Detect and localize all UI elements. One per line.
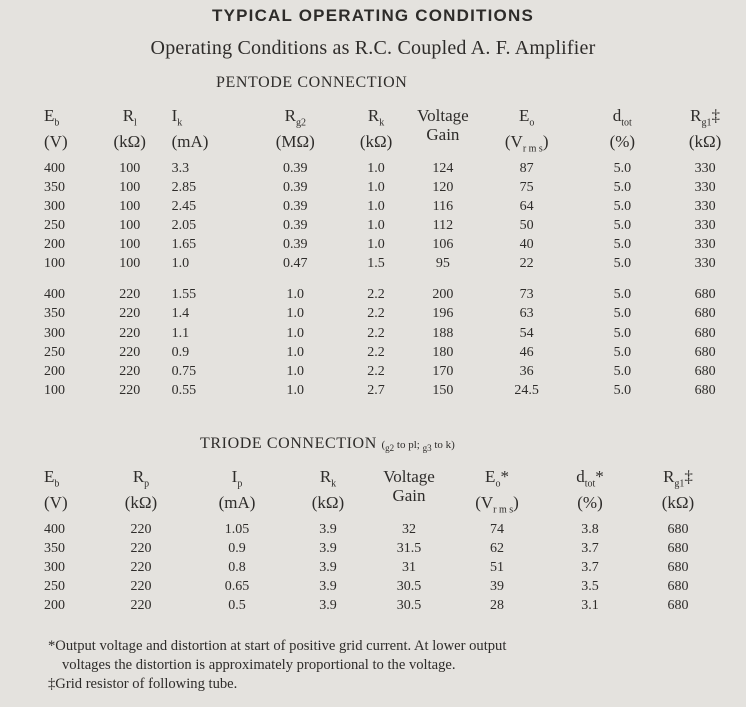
table-cell: 220 [130,559,152,575]
table-cell: 2.7 [367,382,385,398]
table-cell: 188 [432,325,454,341]
column-unit [339,132,413,151]
table-cell: 3.5 [581,579,599,595]
table-cell: 0.39 [283,179,308,195]
table-cell: 5.0 [613,179,632,195]
table-cell: 200 [44,598,65,614]
table-row [44,285,746,304]
column-header [286,467,370,520]
unit-sub: r m s [493,504,514,516]
table-cell: 1.0 [367,198,385,214]
symbol-mark: * [500,467,509,486]
column-unit [286,493,370,512]
table-cell: 1.0 [367,179,385,195]
gap-cell [44,273,746,285]
table-cell: 300 [44,559,65,575]
symbol-sub: g1 [701,117,712,129]
unit-text: (kΩ) [359,132,393,152]
table-cell: 400 [44,160,65,176]
table-cell: 300 [44,325,65,341]
symbol-sub: p [237,478,243,490]
symbol-main: E [44,467,55,486]
unit-text: Gain [426,125,460,144]
pentode-heading: PENTODE CONNECTION [216,74,408,91]
table-row [44,304,746,323]
triode-heading [200,435,455,453]
table-cell: 220 [119,382,141,398]
symbol-sub: k [177,117,183,129]
column-symbol [448,467,546,493]
table-cell: 106 [432,237,454,253]
footnote-asterisk: *Output voltage and distortion at start of positive grid current. At lower output [48,638,507,654]
table-cell: 0.39 [283,160,308,176]
table-cell: 1.0 [367,237,385,253]
table-cell: 54 [519,325,534,341]
column-header [413,106,473,159]
column-unit [580,132,664,151]
table-cell: 31 [402,559,416,575]
table-cell: 3.9 [319,540,337,556]
table-cell: 3.3 [171,160,190,176]
table-cell: 1.5 [367,256,385,272]
table-cell: 680 [667,579,689,595]
table-cell: 0.55 [171,382,197,398]
symbol-sub: b [54,478,60,490]
column-unit [664,132,746,151]
table-cell: 2.05 [171,218,197,234]
table-cell: 2.2 [367,325,385,341]
group-gap [44,273,746,285]
column-header [44,467,94,520]
table-cell: 0.75 [171,363,197,379]
table-cell: 100 [119,160,141,176]
table-row [44,362,746,381]
table-cell: 5.0 [613,160,632,176]
unit-text: (kΩ) [661,493,695,513]
table-cell: 5.0 [613,306,632,322]
table-cell: 2.85 [171,179,197,195]
table-row [44,596,722,615]
footnote-asterisk-cont: voltages the distortion is approximately proportional to the voltage. [62,657,456,673]
table-cell: 680 [694,363,716,379]
unit-text: (kΩ) [124,493,158,513]
table-cell: 5.0 [613,256,632,272]
table-cell: 3.7 [581,559,599,575]
unit-text: (kΩ) [113,132,146,152]
table-row [44,381,746,400]
column-unit [634,493,722,512]
column-symbol [94,467,188,493]
column-header [44,106,88,159]
table-cell: 5.0 [613,287,632,303]
symbol-sub: tot [621,117,632,129]
table-cell: 1.0 [286,344,305,360]
table-cell: 330 [694,179,716,195]
table-cell: 5.0 [613,325,632,341]
symbol-main: R [122,106,135,125]
symbol-main: Voltage [417,106,469,125]
table-cell: 1.55 [171,287,197,303]
table-cell: 220 [119,344,141,360]
column-unit [413,125,473,144]
page-subtitle: Operating Conditions as R.C. Coupled A. F. Amplifier [150,37,596,59]
column-unit [88,132,172,151]
table-cell: 1.4 [171,306,190,322]
table-cell: 116 [432,198,454,214]
table-row [44,159,746,178]
table-cell: 200 [44,237,65,253]
column-header [88,106,172,159]
unit-sub: r m s [522,143,543,155]
table-cell: 400 [44,521,65,537]
table-row [44,577,722,596]
table-cell: 0.39 [283,198,308,214]
table-cell: 5.0 [613,237,632,253]
column-unit [44,493,94,512]
symbol-main: E [44,106,55,125]
table-cell: 220 [130,598,152,614]
table-cell: 3.7 [581,540,599,556]
unit-end: ) [542,132,549,152]
column-header [634,467,722,520]
unit-text: (V [475,493,494,513]
column-symbol [172,106,252,132]
table-cell: 3.9 [319,559,337,575]
table-cell: 1.0 [286,325,305,341]
table-cell: 73 [519,287,534,303]
table-cell: 0.65 [224,579,250,595]
table-cell: 100 [119,218,141,234]
column-symbol [473,106,581,132]
symbol-main: E [485,467,496,486]
table-cell: 0.47 [283,256,308,272]
table-cell: 220 [130,579,152,595]
table-cell: 64 [519,198,534,214]
table-cell: 680 [694,306,716,322]
table-cell: 46 [519,344,534,360]
table-cell: 400 [44,287,65,303]
table-cell: 300 [44,198,65,214]
pentode-table [44,106,746,400]
table-cell: 680 [694,287,716,303]
symbol-main: R [367,106,380,125]
table-cell: 75 [519,179,534,195]
unit-text: (%) [609,132,636,152]
symbol-main: R [132,467,145,486]
header-row [44,106,746,159]
column-symbol [546,467,634,493]
table-cell: 680 [694,325,716,341]
table-row [44,343,746,362]
unit-text: (%) [577,493,603,513]
column-header [251,106,339,159]
table-cell: 1.0 [367,218,385,234]
table-cell: 1.0 [367,160,385,176]
table-cell: 180 [432,344,454,360]
symbol-sub: k [331,478,337,490]
table-cell: 5.0 [613,198,632,214]
symbol-mark: * [595,467,604,486]
column-unit [546,493,634,512]
table-cell: 100 [44,382,65,398]
column-symbol [370,467,448,486]
table-cell: 680 [694,382,716,398]
table-cell: 1.1 [171,325,190,341]
symbol-mark: ‡ [711,106,720,125]
table-row [44,178,746,197]
table-cell: 3.1 [581,598,599,614]
column-symbol [44,467,94,493]
table-cell: 330 [694,218,716,234]
column-unit [188,493,286,512]
table-cell: 680 [667,598,689,614]
table-cell: 5.0 [613,382,632,398]
table-cell: 100 [44,256,65,272]
table-cell: 28 [490,598,504,614]
table-cell: 220 [119,287,141,303]
unit-text: (kΩ) [311,493,345,513]
table-cell: 3.9 [319,521,337,537]
table-cell: 1.0 [286,306,305,322]
table-cell: 112 [432,218,454,234]
table-cell: 63 [519,306,534,322]
table-cell: 220 [119,363,141,379]
table-cell: 0.9 [228,540,246,556]
column-unit [94,493,188,512]
table-cell: 0.8 [228,559,246,575]
column-header [580,106,664,159]
table-cell: 350 [44,306,65,322]
symbol-main: R [284,106,296,125]
table-cell: 220 [119,306,141,322]
symbol-main: E [518,106,530,125]
column-header [664,106,746,159]
unit-text: (mA) [171,132,209,152]
table-cell: 350 [44,540,65,556]
column-header [172,106,252,159]
triode-table [44,467,722,615]
unit-text: (kΩ) [688,132,722,152]
column-symbol [44,106,88,132]
table-cell: 2.45 [171,198,197,214]
symbol-main: Voltage [383,467,435,486]
table-cell: 100 [119,179,141,195]
column-header [448,467,546,520]
triode-heading-text: TRIODE CONNECTION [200,435,377,452]
table-cell: 100 [119,237,141,253]
column-header [473,106,581,159]
table-row [44,216,746,235]
table-cell: 30.5 [396,598,422,614]
table-cell: 74 [490,521,504,537]
symbol-sub: o [495,478,501,490]
table-cell: 95 [435,256,450,272]
table-cell: 220 [130,540,152,556]
table-cell: 220 [119,325,141,341]
table-cell: 330 [694,160,716,176]
table-cell: 680 [667,540,689,556]
table-cell: 5.0 [613,363,632,379]
table-cell: 5.0 [613,344,632,360]
table-cell: 3.8 [581,521,599,537]
column-symbol [634,467,722,493]
footnotes [48,637,728,694]
table-cell: 3.9 [319,598,337,614]
table-row [44,520,722,539]
column-header [94,467,188,520]
table-cell: 0.39 [283,218,308,234]
column-header [546,467,634,520]
table-cell: 330 [694,256,716,272]
table-cell: 250 [44,218,65,234]
triode-heading-note: ($_{g2}$ to pl; $_{g3}$ to k) [381,439,455,454]
table-cell: 1.0 [286,363,305,379]
table-cell: 5.0 [613,218,632,234]
table-cell: 30.5 [396,579,422,595]
table-cell: 680 [667,559,689,575]
table-cell: 200 [432,287,454,303]
symbol-sub: p [144,478,150,490]
table-cell: 220 [130,521,152,537]
table-cell: 100 [119,256,141,272]
table-cell: 196 [432,306,454,322]
table-cell: 680 [694,344,716,360]
unit-text: (mA) [218,493,256,513]
table-cell: 3.9 [319,579,337,595]
table-cell: 2.2 [367,287,385,303]
column-symbol [580,106,664,132]
table-row [44,254,746,273]
unit-end: ) [513,493,519,513]
symbol-mark: ‡ [684,467,693,486]
table-cell: 2.2 [367,306,385,322]
table-cell: 2.2 [367,344,385,360]
symbol-sub: g2 [295,117,306,129]
symbol-sub: g1 [674,478,685,490]
symbol-main: R [663,467,675,486]
table-cell: 100 [119,198,141,214]
symbol-sub: o [529,117,535,129]
column-unit [448,493,546,519]
table-row [44,324,746,343]
table-cell: 120 [432,179,454,195]
unit-text: Gain [392,486,426,505]
column-symbol [251,106,339,132]
table-cell: 1.0 [286,382,305,398]
unit-text: (V) [44,132,68,152]
table-cell: 0.39 [283,237,308,253]
table-cell: 36 [519,363,534,379]
symbol-main: d [612,106,622,125]
table-cell: 24.5 [514,382,539,398]
column-unit [473,132,581,158]
symbol-sub: k [379,117,385,129]
table-cell: 40 [519,237,534,253]
table-cell: 680 [667,521,689,537]
table-cell: 1.05 [224,521,250,537]
column-symbol [339,106,413,132]
column-symbol [664,106,746,132]
column-header [339,106,413,159]
symbol-main: d [576,467,585,486]
column-unit [172,132,252,151]
symbol-main: I [171,106,178,125]
symbol-main: I [231,467,238,486]
table-cell: 0.5 [228,598,246,614]
table-cell: 170 [432,363,454,379]
table-cell: 87 [519,160,534,176]
table-cell: 62 [490,540,504,556]
table-cell: 250 [44,344,65,360]
footnote-double-dagger: ‡Grid resistor of following tube. [48,676,238,692]
table-cell: 350 [44,179,65,195]
table-cell: 50 [519,218,534,234]
column-symbol [286,467,370,493]
table-cell: 330 [694,237,716,253]
table-cell: 39 [490,579,504,595]
column-header [188,467,286,520]
column-unit [44,132,88,151]
table-row [44,558,722,577]
table-cell: 2.2 [367,363,385,379]
symbol-main: R [319,467,332,486]
table-cell: 200 [44,363,65,379]
column-header [370,467,448,520]
unit-text: (MΩ) [275,132,315,152]
table-cell: 51 [490,559,504,575]
table-cell: 32 [402,521,416,537]
table-cell: 1.0 [171,256,190,272]
table-cell: 31.5 [396,540,422,556]
table-row [44,539,722,558]
table-cell: 1.0 [286,287,305,303]
table-cell: 22 [519,256,534,272]
symbol-main: R [690,106,702,125]
symbol-sub: l [134,117,137,129]
column-symbol [88,106,172,132]
column-symbol [188,467,286,493]
header-row [44,467,722,520]
unit-text: (V [504,132,523,152]
unit-text: (V) [44,493,68,513]
symbol-sub: tot [584,478,596,490]
table-cell: 1.65 [171,237,197,253]
table-cell: 124 [432,160,454,176]
table-row [44,235,746,254]
column-unit [370,486,448,505]
symbol-sub: b [54,117,60,129]
column-symbol [413,106,473,125]
table-cell: 0.9 [171,344,190,360]
table-row [44,197,746,216]
column-unit [251,132,339,151]
page-title: TYPICAL OPERATING CONDITIONS [212,6,534,25]
table-cell: 150 [432,382,454,398]
table-cell: 330 [694,198,716,214]
table-cell: 250 [44,579,65,595]
